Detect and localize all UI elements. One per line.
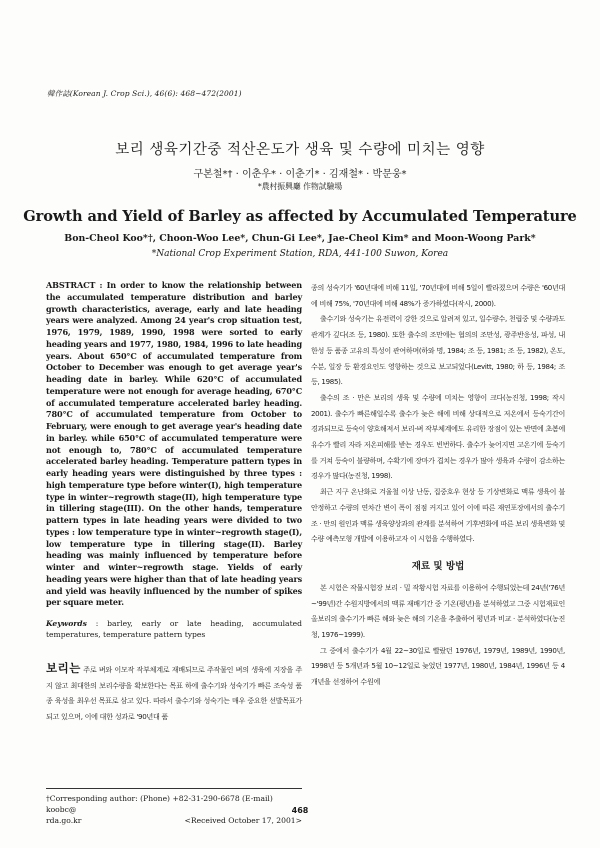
left-column	[46, 280, 302, 724]
journal-citation: 韓作誌(Korean J. Crop Sci.), 46(6): 468~472(2001)	[47, 89, 242, 98]
abstract: ABSTRACT : In order to know the relationship between the accumulated temperature distribution and barley growth characteristics, average, early and late heading years were analyzed. Among 24 year's crop situation test, 1976, 1979, 1989, 1990, 1998 were sorted to early heading years and 1977, 1980, 1984, 1996 to late heading years. About 650°C of accumulated temperature from October to December was enough to get average year's heading date in barley. While 620°C of accumulated temperature were not enough for average heading, 670°C of accumulated temperature accelerated barley heading. 780°C of accumulated temperature from October to February, were enough to get average year's heading date in barley. while 650°C of accumulated temperature were not enough to, 780°C of accumulated temperature accelerated barley heading. Temperature pattern types in early heading years were distinguished by three types : high temperature type before winter(I), high temperature type in winter~regrowth stage(II), high temperature type in tillering stage(III). On the other hands, temperature pattern types in late heading years were divided to two types : low temperature type in winter~regrowth stage(I), low temperature type in tillering stage(II). Barley heading was mainly influenced by temperature before winter and winter~regrowth stage. Yields of early heading years were higher than that of late heading years and yield was heavily influenced by the number of spikes per square meter.	[46, 280, 302, 608]
received-date: <Received October 17, 2001>	[184, 816, 302, 825]
affiliation-korean: *農村振興廳 作物試驗場	[257, 182, 343, 191]
intro-lead-word: 보리는	[46, 661, 81, 675]
paragraph-6: 그 중에서 출수기가 4월 22~30일로 빨랐던 1976년, 1979년, 1989년, 1990년, 1998년 등 5개년과 5월 10~12일로 늦었던 1977년, 1980년, 1984년, 1996년 등 4개년을 선정하여 수원에	[311, 645, 565, 687]
paragraph-2: 출수기와 성숙기는 유전력이 강한 것으로 알려져 있고, 일수량수, 천립중 및 수량과도 관계가 깊다(조 등, 1980). 또한 출수의 조만에는 협의의 조만성, 광주반응성, 파성, 내한성 등 품종 고유의 특성이 관여하며(하와 명, 1984; 조 등, 1981; 조 등, 1982), 온도, 수분, 일장 등 환경요인도 영향하는 것으로 보고되었다(Levitt, 1980; 하 등, 1984; 조 등, 1985).	[311, 314, 565, 387]
paragraph-4: 최근 지구 온난화로 겨울철 이상 난동, 집중호우 현상 등 기상변화로 맥류 생육이 불안정하고 수량의 연차간 변이 폭이 점점 커지고 있어 이에 따른 재연포장에서의 출수기 조 · 만의 원인과 맥류 생육양상과의 관계를 분석하여 기후변화에 따른 보리 생육변화 및 수량 예측모형 개발에 이용하고자 이 시험을 수행하였다.	[311, 487, 565, 544]
keywords-label: Keywords	[46, 619, 87, 628]
paragraph-1: 종의 성숙기가 '60년대에 비해 11일, '70년대에 비해 5일이 빨라졌으며 수량은 '60년대에 비해 75%, '70년대에 비해 48%가 증가하였다(작시, 2000).	[311, 283, 565, 308]
footnote-row	[46, 815, 302, 826]
section-heading-materials-methods: 재료 및 방법	[411, 560, 465, 572]
page-number: 468	[291, 806, 309, 815]
email-domain: rda.go.kr	[46, 816, 82, 825]
affiliation-english: *National Crop Experiment Station, RDA, 441-100 Suwon, Korea	[151, 249, 449, 259]
keywords	[46, 618, 302, 640]
introduction-paragraph	[46, 661, 302, 724]
title-korean: 보리 생육기간중 적산온도가 생육 및 수량에 미치는 영향	[115, 142, 485, 158]
right-column	[311, 280, 565, 690]
authors-korean: 구본철*† · 이춘우* · 이춘기* · 김재철* · 박문웅*	[193, 169, 407, 180]
authors-english: Bon-Cheol Koo*†, Choon-Woo Lee*, Chun-Gi Lee*, Jae-Cheol Kim* and Moon-Woong Park*	[64, 233, 536, 244]
intro-text: 주로 벼와 이모작 작부체계로 재배되므로 주작물인 벼의 생육에 지장을 주지 않고 최대한의 보리수량을 확보한다는 목표 하에 출수기와 성숙기가 빠른 조숙성 품종 육성을 최우선 목표로 삼고 있다. 따라서 출수기와 성숙기는 매우 중요한 선발목표가 되고 있으며, 이에 대한 성과로 '90년대 품	[46, 665, 302, 721]
paragraph-3: 출수의 조 · 만은 보리의 생육 및 수량에 미치는 영향이 크다(농진청, 1998; 작시 2001). 출수가 빠른해일수록 출수가 늦은 해에 비해 상대적으로 저온에서 등숙기간이 경과되므로 등숙이 양호해져서 보리-벼 작부체계에도 유리한 장점이 있는 반면에 초봄에 유수가 빨리 자라 저온피해를 받는 경우도 빈번하다. 출수가 늦어지면 고온기에 등숙기를 거쳐 등숙이 불량하며, 수확기에 장마가 겹치는 경우가 많아 생육과 수량이 감소하는 경우가 많다(농진청, 1998).	[311, 392, 565, 481]
paragraph-5: 본 시험은 작물시험장 보리 · 밀 작황시험 자료를 이용하여 수행되었는데 24년('76년~'99년)간 수원지방에서의 맥류 재배기간 중 기온(평년)을 분석하였고 그중 시험재료인 올보리의 출수기가 빠른 해와 늦은 해의 기온을 추출하여 평년과 비교 · 분석하였다(농진청, 1976~1999).	[311, 582, 565, 640]
keywords-text: : barley, early or late heading, accumulated temperatures, temperature pattern types	[46, 619, 302, 639]
corresponding-author: †Corresponding author: (Phone) +82-31-290-6678 (E-mail) koobc@	[46, 794, 273, 814]
title-english: Growth and Yield of Barley as affected by Accumulated Temperature	[23, 208, 577, 225]
